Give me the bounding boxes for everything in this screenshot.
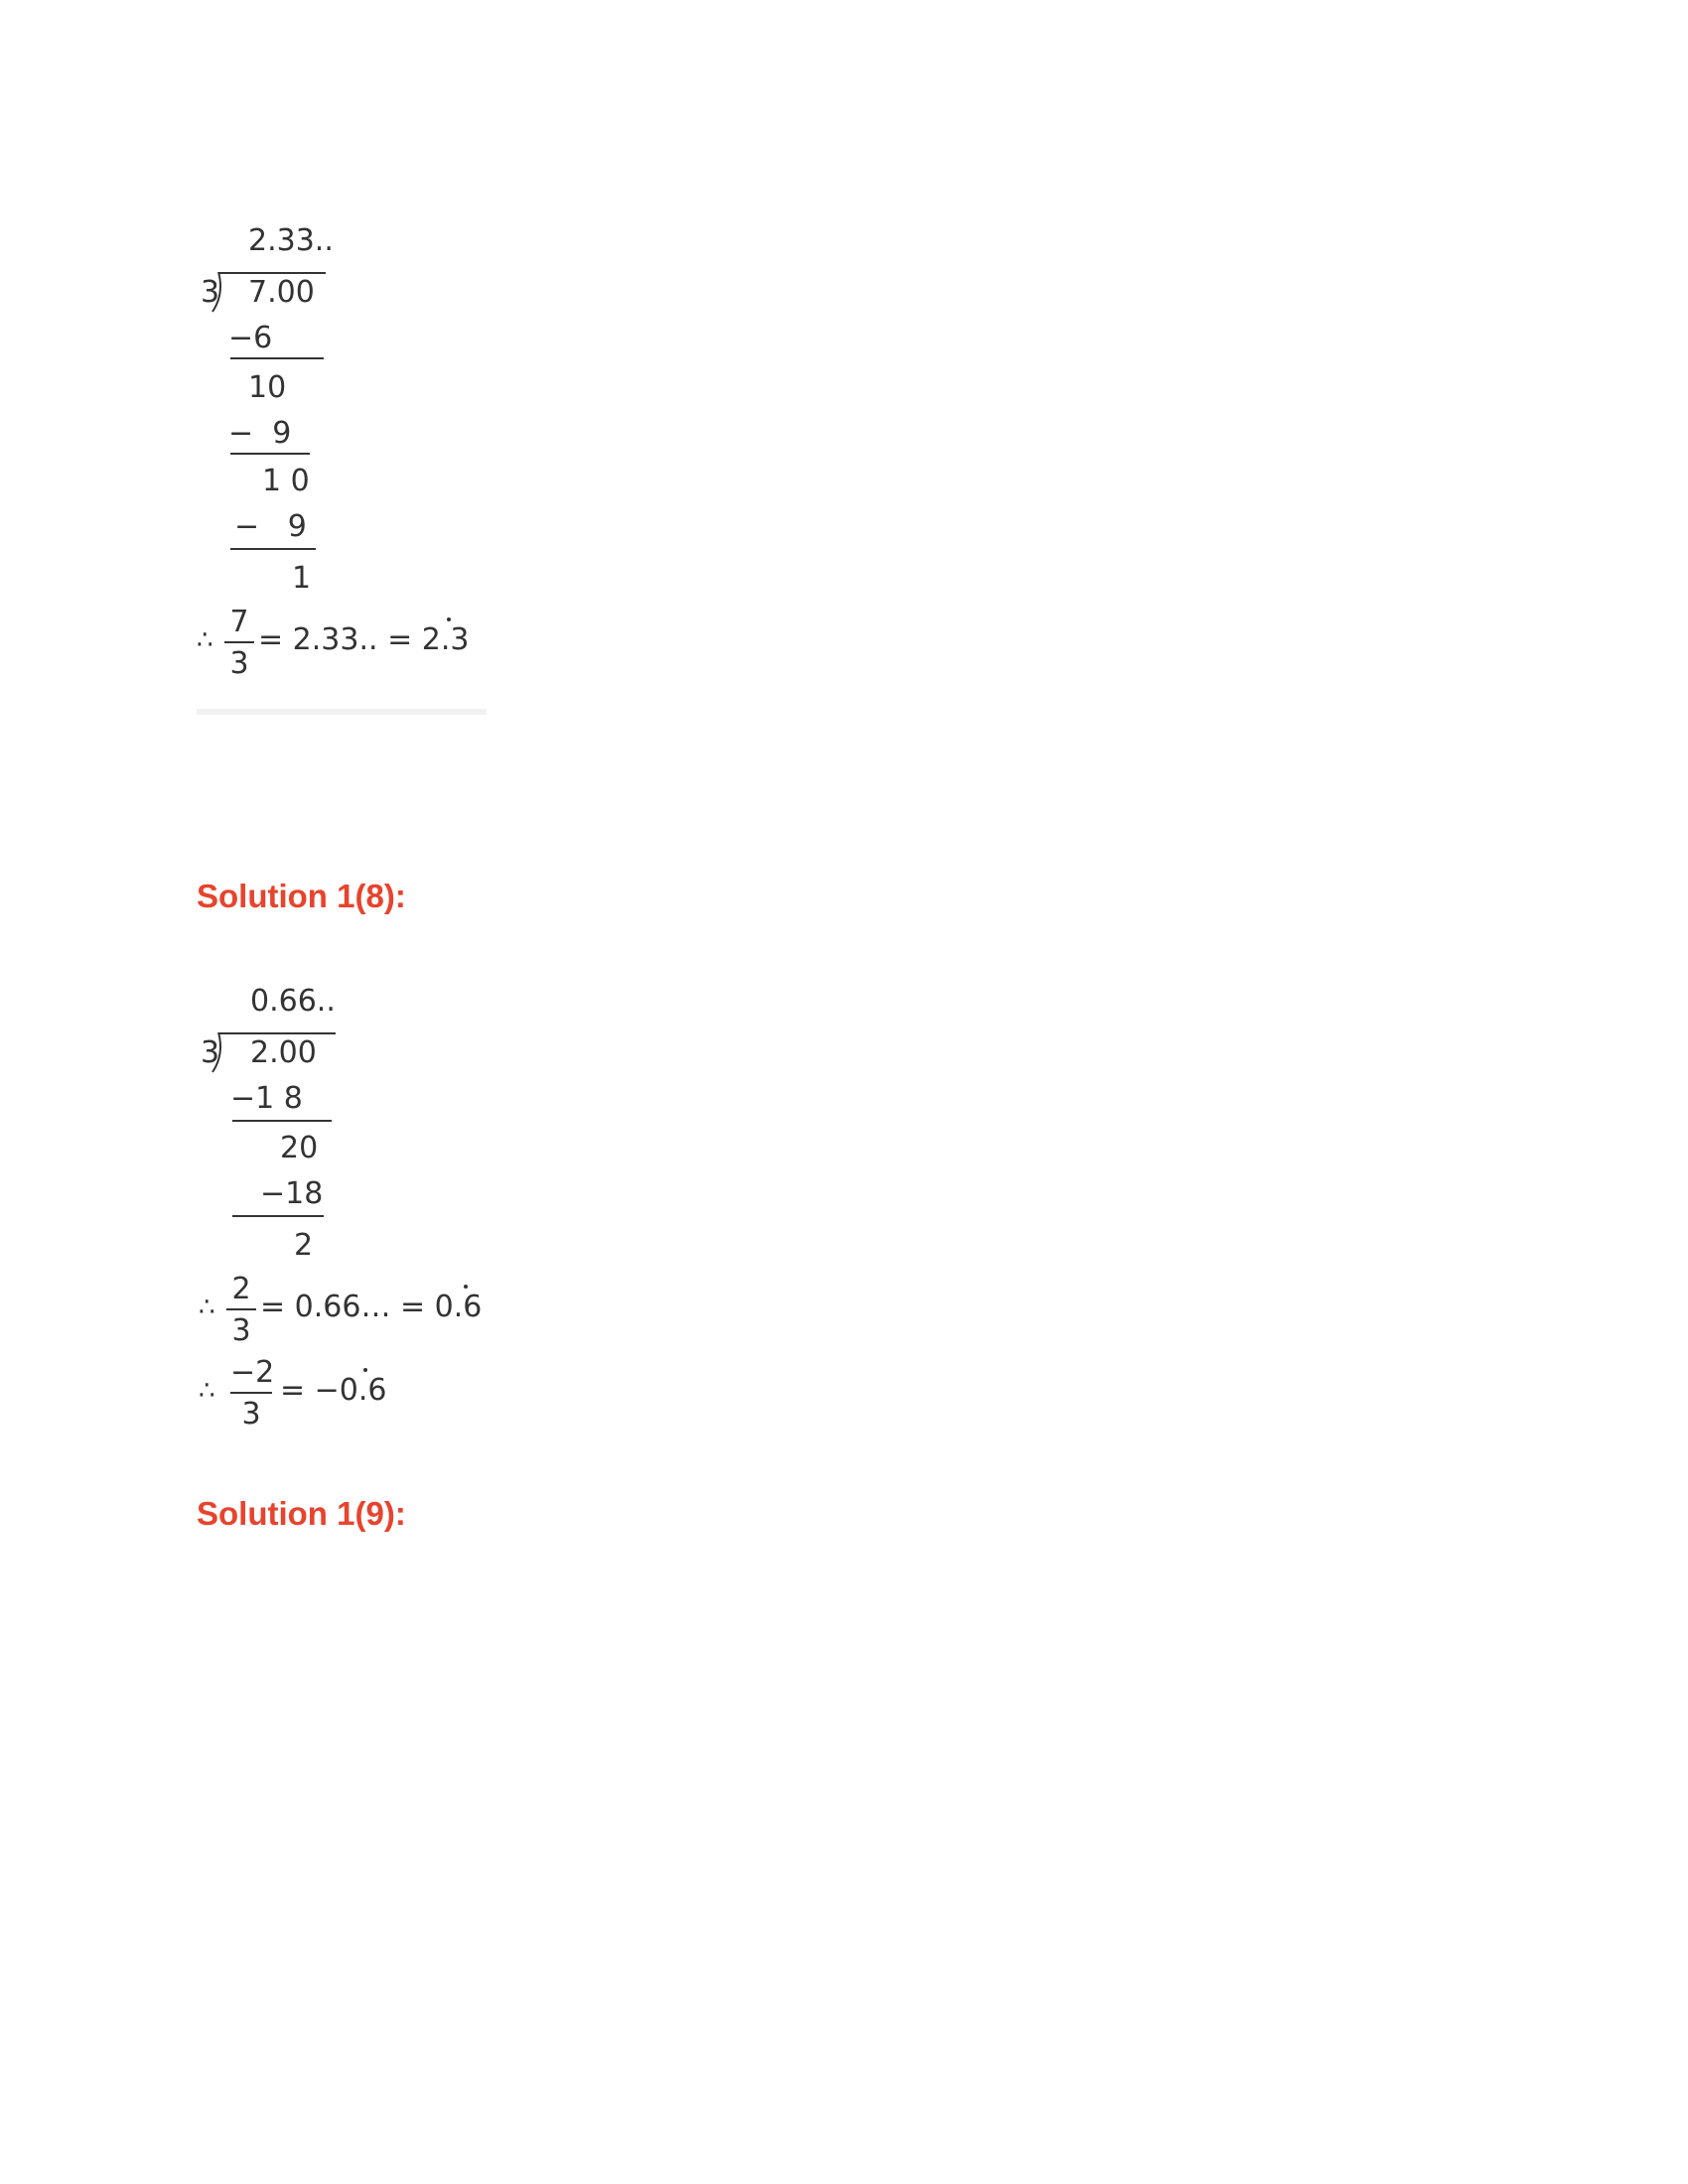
fraction-bar (226, 1308, 256, 1310)
fraction-bar (224, 641, 254, 643)
fraction-7-over-3 (224, 606, 254, 681)
fraction-numerator: 7 (229, 605, 249, 639)
recurring-dot (447, 617, 451, 621)
fraction-denominator: 3 (241, 1397, 261, 1432)
recurring-dot-2 (363, 1368, 367, 1372)
quotient: 2.33.. (248, 223, 334, 258)
solution-8-heading: Solution 1(8): (197, 878, 406, 914)
fraction-numerator: 2 (231, 1272, 251, 1306)
remainder-2: 2 (294, 1228, 314, 1263)
dividend: 7.00 (248, 275, 315, 310)
division-bar (218, 1032, 336, 1034)
step-line-2 (230, 453, 310, 455)
result-equation-1: = 0.66… = 0.6 (260, 1290, 483, 1324)
therefore-symbol-1: ∴ (199, 1293, 215, 1322)
step-line-1 (232, 1120, 332, 1122)
fraction-numerator: −2 (230, 1355, 275, 1390)
fraction-2-over-3 (226, 1273, 256, 1348)
fraction-neg-2-over-3 (230, 1355, 275, 1432)
result-equation: = 2.33.. = 2.3 (258, 622, 470, 657)
step-line-3 (230, 548, 316, 550)
remainder-1: 10 (248, 370, 287, 405)
solution-9-heading: Solution 1(9): (197, 1495, 406, 1532)
quotient: 0.66.. (250, 984, 336, 1019)
subtract-step-2: −18 (260, 1176, 324, 1211)
division-bar (218, 272, 326, 274)
fraction-bar (230, 1392, 272, 1394)
subtract-step-1: −1 8 (230, 1081, 303, 1116)
remainder-1: 20 (280, 1131, 319, 1165)
fraction-denominator: 3 (231, 1313, 251, 1348)
subtract-step-2: − 9 (228, 416, 292, 451)
remainder-2: 1 0 (262, 464, 310, 498)
subtract-step-3: − 9 (234, 509, 307, 544)
recurring-dot-1 (464, 1285, 468, 1289)
subtract-step-1: −6 (228, 321, 273, 355)
fraction-denominator: 3 (229, 646, 249, 681)
step-line-2 (232, 1215, 324, 1217)
divisor: 3 (201, 275, 220, 310)
therefore-symbol: ∴ (197, 625, 213, 655)
result-equation-2: = −0.6 (280, 1373, 387, 1408)
remainder-3: 1 (292, 561, 312, 596)
therefore-symbol-2: ∴ (199, 1376, 215, 1406)
step-line-1 (230, 357, 324, 359)
division-bracket (211, 272, 226, 314)
divisor: 3 (201, 1035, 220, 1070)
division-bracket (211, 1032, 226, 1074)
dividend: 2.00 (250, 1035, 317, 1070)
image-bottom-edge (197, 709, 487, 715)
